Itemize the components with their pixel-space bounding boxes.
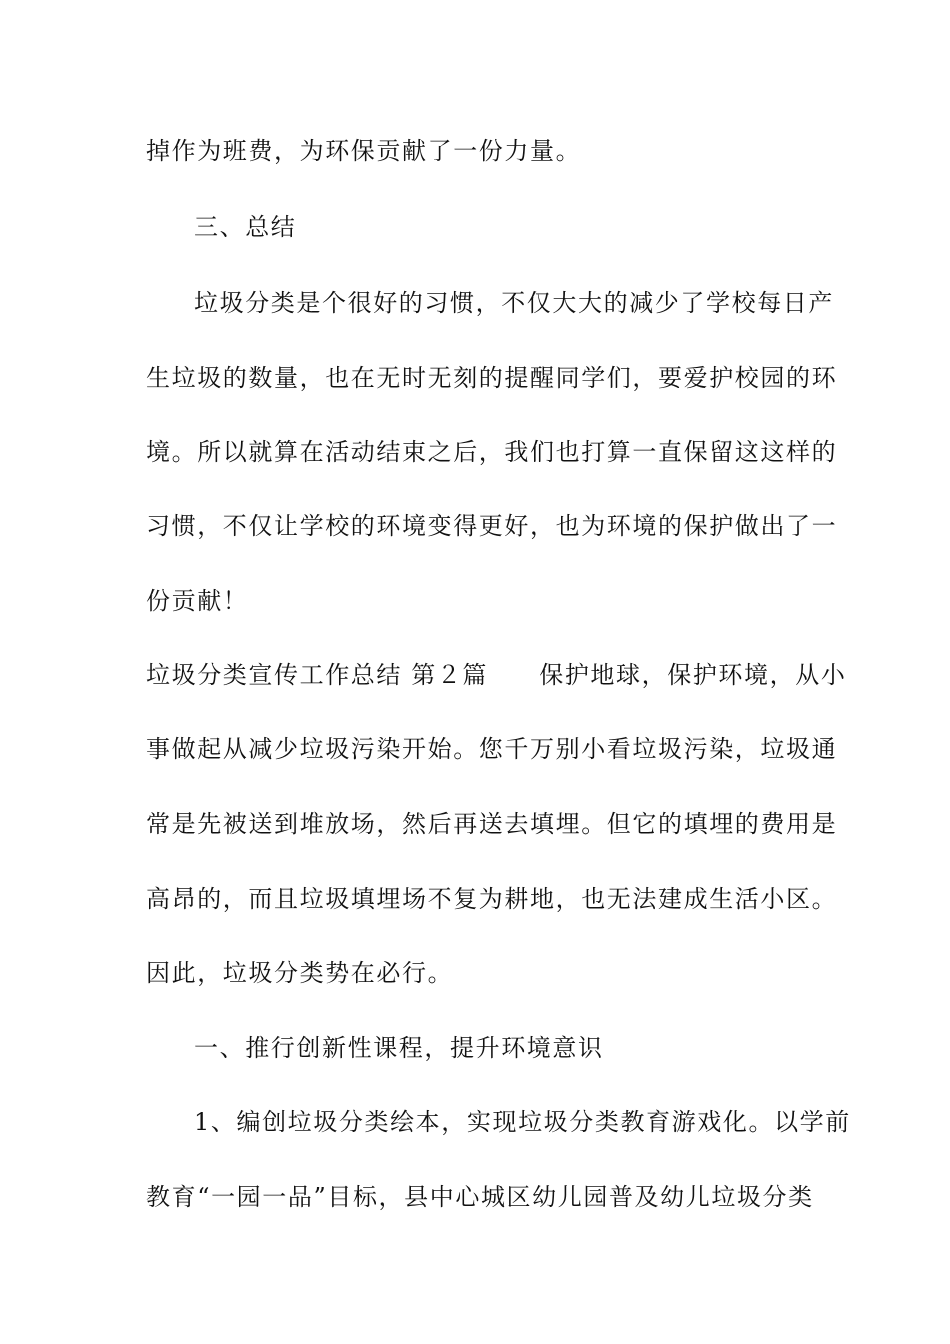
paragraph-line: 教育“一园一品”目标，县中心城区幼儿园普及幼儿垃圾分类 bbox=[146, 1183, 814, 1211]
paragraph-line: 高昂的，而且垃圾填埋场不复为耕地，也无法建成生活小区。 bbox=[146, 885, 838, 913]
paragraph-line: 垃圾分类是个很好的习惯，不仅大大的减少了学校每日产 bbox=[194, 289, 834, 317]
paragraph-line: 份贡献！ bbox=[146, 587, 249, 615]
paragraph-line: 掉作为班费，为环保贡献了一份力量。 bbox=[146, 137, 582, 165]
paragraph-line: 事做起从减少垃圾污染开始。您千万别小看垃圾污染，垃圾通 bbox=[146, 735, 838, 763]
section-heading-summary: 三、总结 bbox=[194, 213, 297, 241]
paragraph-line: 习惯，不仅让学校的环境变得更好，也为环境的保护做出了一 bbox=[146, 512, 838, 540]
paragraph-line: 因此，垃圾分类势在必行。 bbox=[146, 959, 454, 987]
section-heading-course: 一、推行创新性课程，提升环境意识 bbox=[194, 1034, 604, 1062]
article-title-line: 垃圾分类宣传工作总结 第２篇 保护地球，保护环境，从小 bbox=[146, 661, 847, 689]
paragraph-line: 生垃圾的数量，也在无时无刻的提醒同学们，要爱护校园的环 bbox=[146, 364, 838, 392]
paragraph-line: 常是先被送到堆放场，然后再送去填埋。但它的填埋的费用是 bbox=[146, 810, 838, 838]
paragraph-line: 境。所以就算在活动结束之后，我们也打算一直保留这这样的 bbox=[146, 438, 838, 466]
paragraph-line: 1、编创垃圾分类绘本，实现垃圾分类教育游戏化。以学前 bbox=[194, 1108, 851, 1136]
